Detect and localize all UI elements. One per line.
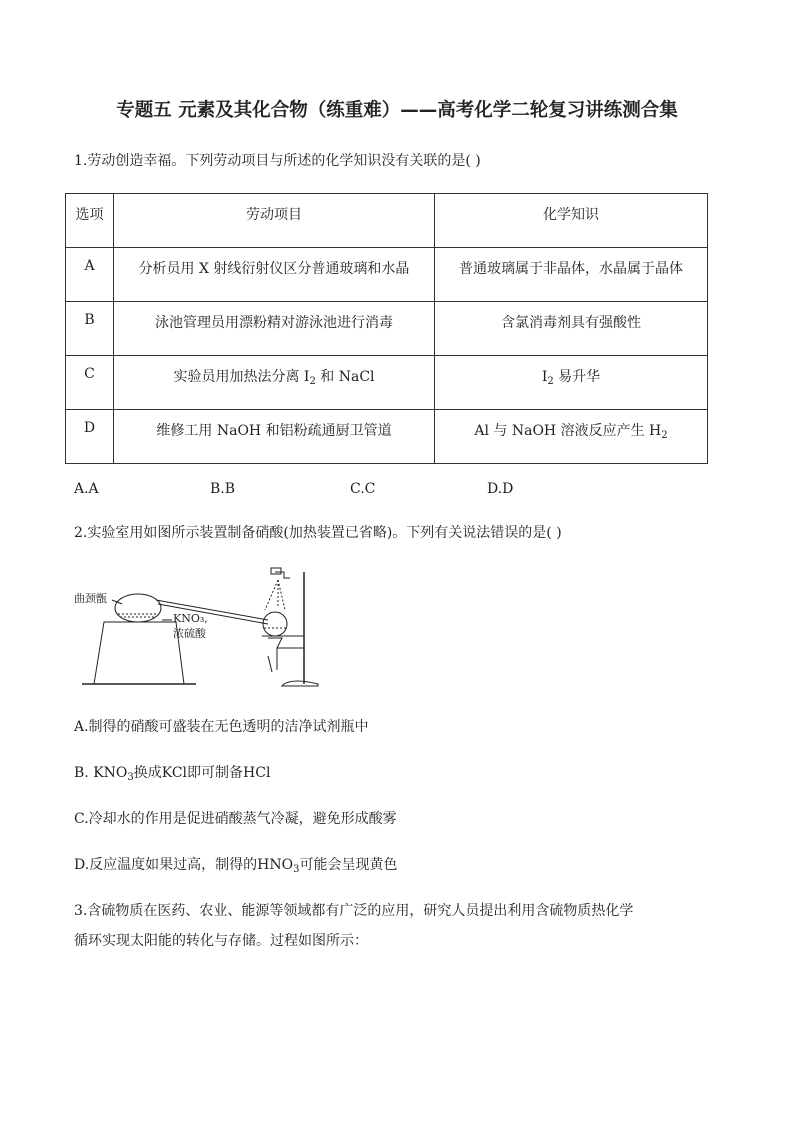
row-option: B — [66, 302, 114, 356]
table-row — [66, 356, 708, 410]
apparatus-diagram — [72, 560, 342, 692]
retort-stand — [94, 622, 184, 684]
label-retort: 曲颈甑 — [74, 592, 107, 605]
question-1-stem: 1.劳动创造幸福。下列劳动项目与所述的化学知识没有关联的是( ) — [74, 153, 481, 169]
row-knowledge: Al 与 NaOH 溶液反应产生 $H_2$ — [435, 410, 708, 464]
question-2-option-d: D.反应温度如果过高，制得的$HNO_3$可能会呈现黄色 — [74, 857, 398, 875]
question-2-stem: 2.实验室用如图所示装置制备硝酸(加热装置已省略)。下列有关说法错误的是( ) — [74, 525, 562, 541]
question-2-option-b: B. $KNO_3$换成KCl即可制备HCl — [74, 765, 271, 783]
table-header-row — [66, 194, 708, 248]
row-task: 分析员用 X 射线衍射仪区分普通玻璃和水晶 — [114, 248, 435, 302]
row-task: 实验员用加热法分离 $I_2$ 和 NaCl — [114, 356, 435, 410]
choice-c: C.C — [350, 481, 376, 497]
table-row — [66, 410, 708, 464]
question-3-line-2: 循环实现太阳能的转化与存储。过程如图所示： — [74, 933, 368, 949]
row-option: C — [66, 356, 114, 410]
retort-flask — [115, 594, 161, 622]
row-knowledge: $I_2$ 易升华 — [435, 356, 708, 410]
header-option: 选项 — [66, 194, 114, 248]
question-3-line-1: 3.含硫物质在医药、农业、能源等领域都有广泛的应用，研究人员提出利用含硫物质热化学 — [74, 903, 634, 919]
question-2-option-c: C.冷却水的作用是促进硝酸蒸气冷凝，避免形成酸雾 — [74, 811, 397, 827]
question-1-table — [65, 193, 708, 464]
header-task: 劳动项目 — [114, 194, 435, 248]
table-row — [66, 302, 708, 356]
row-task: 泳池管理员用漂粉精对游泳池进行消毒 — [114, 302, 435, 356]
choice-a: A.A — [74, 481, 99, 497]
row-knowledge: 普通玻璃属于非晶体，水晶属于晶体 — [435, 248, 708, 302]
header-knowledge: 化学知识 — [435, 194, 708, 248]
label-reagent-2: 浓硫酸 — [173, 627, 206, 640]
row-knowledge: 含氯消毒剂具有强酸性 — [435, 302, 708, 356]
page-title: 专题五 元素及其化合物（练重难）——高考化学二轮复习讲练测合集 — [116, 100, 678, 121]
row-task: 维修工用 NaOH 和铝粉疏通厨卫管道 — [114, 410, 435, 464]
question-2-option-a: A.制得的硝酸可盛装在无色透明的洁净试剂瓶中 — [74, 719, 369, 735]
table-row — [66, 248, 708, 302]
choice-d: D.D — [487, 481, 514, 497]
label-reagent-1: KNO₃, — [173, 612, 208, 625]
row-option: D — [66, 410, 114, 464]
choice-b: B.B — [210, 481, 236, 497]
row-option: A — [66, 248, 114, 302]
